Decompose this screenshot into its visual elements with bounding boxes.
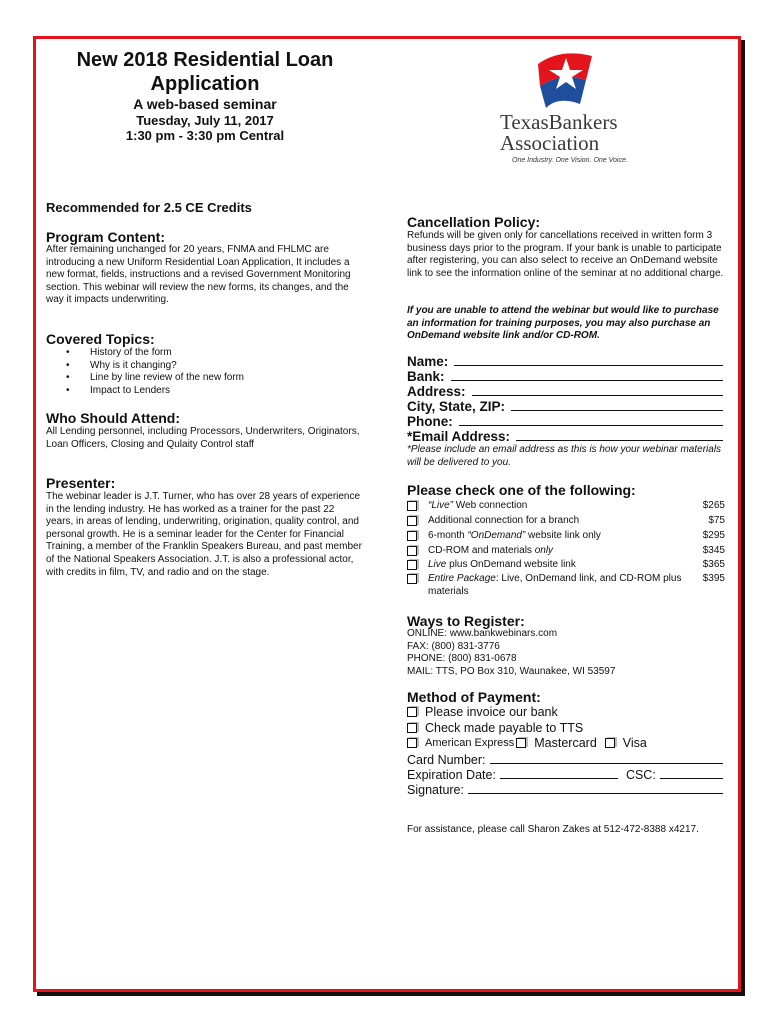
phone-line[interactable]	[459, 425, 723, 426]
register-mail: MAIL: TTS, PO Box 310, Waunakee, WI 53597	[407, 665, 616, 677]
list-item: • Impact to Lenders	[66, 385, 244, 398]
seminar-title: New 2018 Residential Loan Application	[76, 49, 334, 95]
phone-field[interactable]	[407, 413, 723, 429]
name-line[interactable]	[454, 365, 723, 366]
checkbox[interactable]	[407, 574, 417, 584]
who-should-attend-body: All Lending personnel, including Processors, Underwriters, Originators, Loan Officers, Closing and Qulaity Control staff	[46, 426, 360, 450]
logo-wordmark	[500, 112, 640, 154]
signature-field[interactable]	[407, 781, 723, 797]
signature-label: Signature:	[407, 783, 464, 797]
bank-label: Bank:	[407, 369, 445, 384]
invoice-label: Please invoice our bank	[425, 705, 558, 719]
invoice-option[interactable]	[407, 705, 558, 719]
covered-topics-heading: Covered Topics:	[46, 331, 155, 347]
checkbox[interactable]	[407, 560, 417, 570]
seminar-date: Tuesday, July 11, 2017	[136, 113, 274, 128]
csc-line[interactable]	[660, 778, 723, 779]
register-online: ONLINE: www.bankwebinars.com	[407, 628, 558, 639]
option-price: $395	[702, 573, 725, 584]
address-label: Address:	[407, 384, 466, 399]
list-item: • Line by line review of the new form	[66, 372, 244, 385]
checkbox[interactable]	[407, 723, 417, 733]
covered-topics-list	[66, 347, 244, 397]
city-state-zip-label: City, State, ZIP:	[407, 399, 506, 414]
options-heading: Please check one of the following:	[407, 482, 636, 498]
email-field[interactable]	[407, 428, 723, 444]
csc-label: CSC:	[625, 768, 656, 782]
card-number-line[interactable]	[490, 763, 724, 764]
cancellation-note: If you are unable to attend the webinar but would like to purchase an information for training purposes, you may also purchase an OnDemand website link and/or CD-ROM.	[407, 305, 719, 342]
mastercard-label: Mastercard	[534, 736, 597, 750]
option-price: $75	[708, 515, 725, 526]
program-content-body: After remaining unchanged for 20 years, FNMA and FHLMC are introducing a new Uniform Residential Loan Application, It includes a new format, fields, instructions and a revised Government Monitoring section. This webinar will review the new forms, its changes, and the way it impacts underwriting.	[46, 244, 351, 306]
list-item: • History of the form	[66, 347, 244, 360]
cancellation-body: Refunds will be given only for cancellations received in written form 3 business days prior to the program. If your bank is unable to participate after registering, you can also select to receive an OnDemand website link to see the information online of the seminar at no additional charge.	[407, 230, 724, 279]
checkbox[interactable]	[407, 707, 417, 717]
option-branch[interactable]: Additional connection for a branch $75	[407, 515, 725, 528]
register-heading: Ways to Register:	[407, 613, 525, 629]
program-content-heading: Program Content:	[46, 229, 165, 245]
amex-checkbox[interactable]	[407, 738, 417, 748]
option-price: $265	[702, 500, 725, 511]
address-field[interactable]	[407, 383, 723, 399]
register-fax: FAX: (800) 831-3776	[407, 640, 500, 652]
option-price: $295	[702, 530, 725, 541]
logo-line-2: Association	[500, 131, 600, 155]
presenter-body: The webinar leader is J.T. Turner, who has over 28 years of experience in the lending industry. He has worked as a trainer for the past 22 years, in areas of lending, underwriting, origination, quality control, and personal growth. He is a seminar leader for the Center for Financial Training, a member of the Franklin Speakers Bureau, and past member of the National Speakers Association. J.T. is also a professional actor, with credits in film, TV, and radio and on the stage.	[46, 491, 362, 578]
presenter-heading: Presenter:	[46, 475, 116, 491]
option-ondemand[interactable]: 6-month “OnDemand” website link only $295	[407, 530, 725, 543]
check-option[interactable]	[407, 721, 583, 735]
card-number-field[interactable]	[407, 751, 723, 767]
register-list	[407, 628, 725, 678]
seminar-subtitle: A web-based seminar	[133, 96, 277, 112]
signature-line[interactable]	[468, 793, 723, 794]
seminar-time: 1:30 pm - 3:30 pm Central	[125, 128, 285, 143]
payment-heading: Method of Payment:	[407, 689, 541, 705]
assistance-note: For assistance, please call Sharon Zakes at 512-472-8388 x4217.	[407, 824, 699, 835]
card-options	[407, 736, 647, 750]
option-live[interactable]: “Live” Web connection $265	[407, 500, 725, 513]
bank-line[interactable]	[451, 380, 723, 381]
option-live-plus-ondemand[interactable]: Live plus OnDemand website link $365	[407, 559, 725, 572]
who-should-attend-heading: Who Should Attend:	[46, 410, 180, 426]
option-cdrom[interactable]: CD-ROM and materials only $345	[407, 545, 725, 558]
option-entire-package[interactable]: Entire Package: Live, OnDemand link, and CD-ROM plus materials $395	[407, 573, 725, 598]
star-flag-icon	[500, 46, 640, 110]
address-line[interactable]	[472, 395, 723, 396]
checkbox[interactable]	[407, 546, 417, 556]
checkbox[interactable]	[407, 516, 417, 526]
cancellation-heading: Cancellation Policy:	[407, 214, 541, 230]
checkbox[interactable]	[407, 531, 417, 541]
visa-label: Visa	[622, 736, 647, 750]
city-state-zip-line[interactable]	[511, 410, 723, 411]
amex-label: American Express	[425, 737, 515, 749]
expiration-field[interactable]	[407, 766, 723, 782]
card-number-label: Card Number:	[407, 753, 486, 767]
logo-line-1: TexasBankers	[500, 110, 618, 134]
logo-tagline: One Industry. One Vision. One Voice.	[512, 157, 628, 164]
phone-label: Phone:	[407, 414, 453, 429]
email-note: *Please include an email address as this is how your webinar materials will be delivered to you.	[407, 444, 722, 468]
name-label: Name:	[407, 354, 449, 369]
visa-checkbox[interactable]	[605, 738, 615, 748]
ce-credits: Recommended for 2.5 CE Credits	[46, 200, 252, 215]
expiration-line[interactable]	[500, 778, 618, 779]
name-field[interactable]	[407, 353, 723, 369]
email-label: *Email Address:	[407, 429, 511, 444]
option-price: $365	[702, 559, 725, 570]
texas-bankers-logo	[500, 46, 640, 171]
checkbox[interactable]	[407, 501, 417, 511]
list-item: • Why is it changing?	[66, 360, 244, 373]
email-line[interactable]	[516, 440, 723, 441]
register-phone: PHONE: (800) 831-0678	[407, 653, 517, 665]
expiration-label: Expiration Date:	[407, 768, 496, 782]
mastercard-checkbox[interactable]	[516, 738, 526, 748]
option-price: $345	[702, 545, 725, 556]
check-label: Check made payable to TTS	[425, 721, 584, 735]
bank-field[interactable]	[407, 368, 723, 384]
city-state-zip-field[interactable]	[407, 398, 723, 414]
